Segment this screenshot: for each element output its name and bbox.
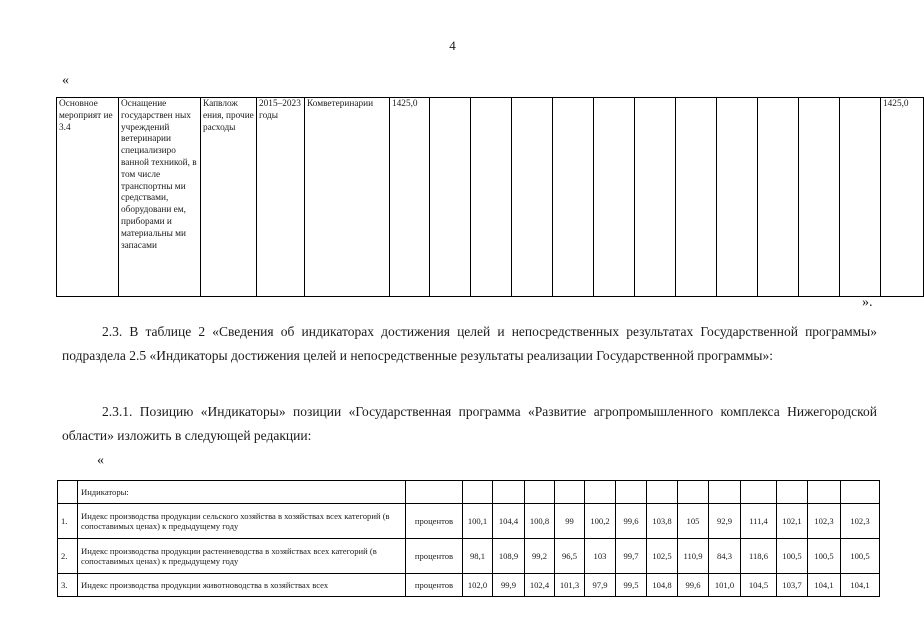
total-amount-cell: 1425,0: [881, 98, 924, 297]
value-cell: 103,8: [647, 504, 678, 539]
measure-code-cell: Основное мероприят ие 3.4: [57, 98, 119, 297]
measure-description-cell: Оснащение государствен ных учреждений ветеринарии специализиро ванной техникой, в том числе транспортны ми средствами, оборудовани ем, приборами и материальны ми запасами: [119, 98, 201, 297]
table-row: [58, 481, 880, 504]
empty-cell: [777, 481, 808, 504]
empty-cell: [840, 98, 881, 297]
paragraph-2-3-text: 2.3. В таблице 2 «Сведения об индикаторах достижения целей и непосредственных результатах Государственной программы» подраздела 2.5 «Индикаторы достижения целей и непосредственные результаты реализации Государственной программы»:: [62, 324, 877, 363]
paragraph-2-3-1: [62, 400, 877, 448]
value-cell: 100,5: [841, 539, 880, 574]
measures-table: [56, 97, 924, 297]
value-cell: 101,0: [709, 574, 741, 597]
value-cell: 99,6: [678, 574, 709, 597]
empty-cell: [717, 98, 758, 297]
row-number: 1.: [58, 504, 78, 539]
value-cell: 100,5: [777, 539, 808, 574]
value-cell: 100,8: [525, 504, 555, 539]
value-cell: 100,5: [808, 539, 841, 574]
executor-cell: Комветеринарии: [305, 98, 390, 297]
indicators-header: Индикаторы:: [78, 481, 406, 504]
table-row: [57, 98, 924, 297]
value-cell: 104,4: [493, 504, 525, 539]
unit-cell: процентов: [406, 539, 463, 574]
value-cell: 101,3: [555, 574, 585, 597]
opening-quote: «: [97, 453, 104, 468]
empty-cell: [799, 98, 840, 297]
empty-cell: [709, 481, 741, 504]
empty-cell: [616, 481, 647, 504]
value-cell: 99,6: [616, 504, 647, 539]
value-cell: 99,5: [616, 574, 647, 597]
value-cell: 103: [585, 539, 616, 574]
value-cell: 102,5: [647, 539, 678, 574]
value-cell: 104,1: [841, 574, 880, 597]
indicator-name: Индекс производства продукции растениеводства в хозяйствах всех категорий (в сопоставимых ценах) к предыдущему году: [78, 539, 406, 574]
value-cell: 102,1: [777, 504, 808, 539]
indicator-name: Индекс производства продукции животноводства в хозяйствах всех: [78, 574, 406, 597]
value-cell: 100,2: [585, 504, 616, 539]
empty-cell: [58, 481, 78, 504]
value-cell: 100,1: [463, 504, 493, 539]
value-cell: 118,6: [741, 539, 777, 574]
indicator-name: Индекс производства продукции сельского хозяйства в хозяйствах всех категорий (в сопоставимых ценах) к предыдущему году: [78, 504, 406, 539]
value-cell: 105: [678, 504, 709, 539]
empty-cell: [493, 481, 525, 504]
value-cell: 92,9: [709, 504, 741, 539]
value-cell: 104,1: [808, 574, 841, 597]
value-cell: 84,3: [709, 539, 741, 574]
unit-cell: процентов: [406, 504, 463, 539]
paragraph-2-3: [62, 320, 877, 368]
page-number: 4: [449, 38, 456, 53]
empty-cell: [758, 98, 799, 297]
empty-cell: [512, 98, 553, 297]
paragraph-2-3-1-text: 2.3.1. Позицию «Индикаторы» позиции «Государственная программа «Развитие агропромышленного комплекса Нижегородской области» изложить в следующей редакции:: [62, 404, 877, 443]
table-row: [58, 539, 880, 574]
empty-cell: [553, 98, 594, 297]
empty-cell: [525, 481, 555, 504]
value-cell: 110,9: [678, 539, 709, 574]
empty-cell: [676, 98, 717, 297]
period-cell: 2015–2023 годы: [257, 98, 305, 297]
empty-cell: [594, 98, 635, 297]
empty-cell: [741, 481, 777, 504]
value-cell: 102,3: [808, 504, 841, 539]
indicators-table: [57, 480, 880, 597]
value-cell: 99,9: [493, 574, 525, 597]
row-number: 2.: [58, 539, 78, 574]
opening-quote: «: [62, 73, 69, 88]
value-cell: 103,7: [777, 574, 808, 597]
empty-cell: [463, 481, 493, 504]
table-row: [58, 504, 880, 539]
closing-quote: ».: [862, 295, 873, 310]
value-cell: 99: [555, 504, 585, 539]
value-cell: 99,2: [525, 539, 555, 574]
value-cell: 111,4: [741, 504, 777, 539]
empty-cell: [841, 481, 880, 504]
value-cell: 96,5: [555, 539, 585, 574]
empty-cell: [406, 481, 463, 504]
empty-cell: [585, 481, 616, 504]
empty-cell: [647, 481, 678, 504]
value-cell: 102,4: [525, 574, 555, 597]
empty-cell: [678, 481, 709, 504]
expense-type-cell: Капвлож ения, прочие расходы: [201, 98, 257, 297]
value-cell: 102,3: [841, 504, 880, 539]
value-cell: 97,9: [585, 574, 616, 597]
value-cell: 102,0: [463, 574, 493, 597]
value-cell: 99,7: [616, 539, 647, 574]
value-cell: 98,1: [463, 539, 493, 574]
value-cell: 108,9: [493, 539, 525, 574]
empty-cell: [808, 481, 841, 504]
empty-cell: [471, 98, 512, 297]
empty-cell: [555, 481, 585, 504]
row-number: 3.: [58, 574, 78, 597]
amount-cell: 1425,0: [390, 98, 430, 297]
unit-cell: процентов: [406, 574, 463, 597]
value-cell: 104,5: [741, 574, 777, 597]
table-row: [58, 574, 880, 597]
empty-cell: [635, 98, 676, 297]
empty-cell: [430, 98, 471, 297]
value-cell: 104,8: [647, 574, 678, 597]
